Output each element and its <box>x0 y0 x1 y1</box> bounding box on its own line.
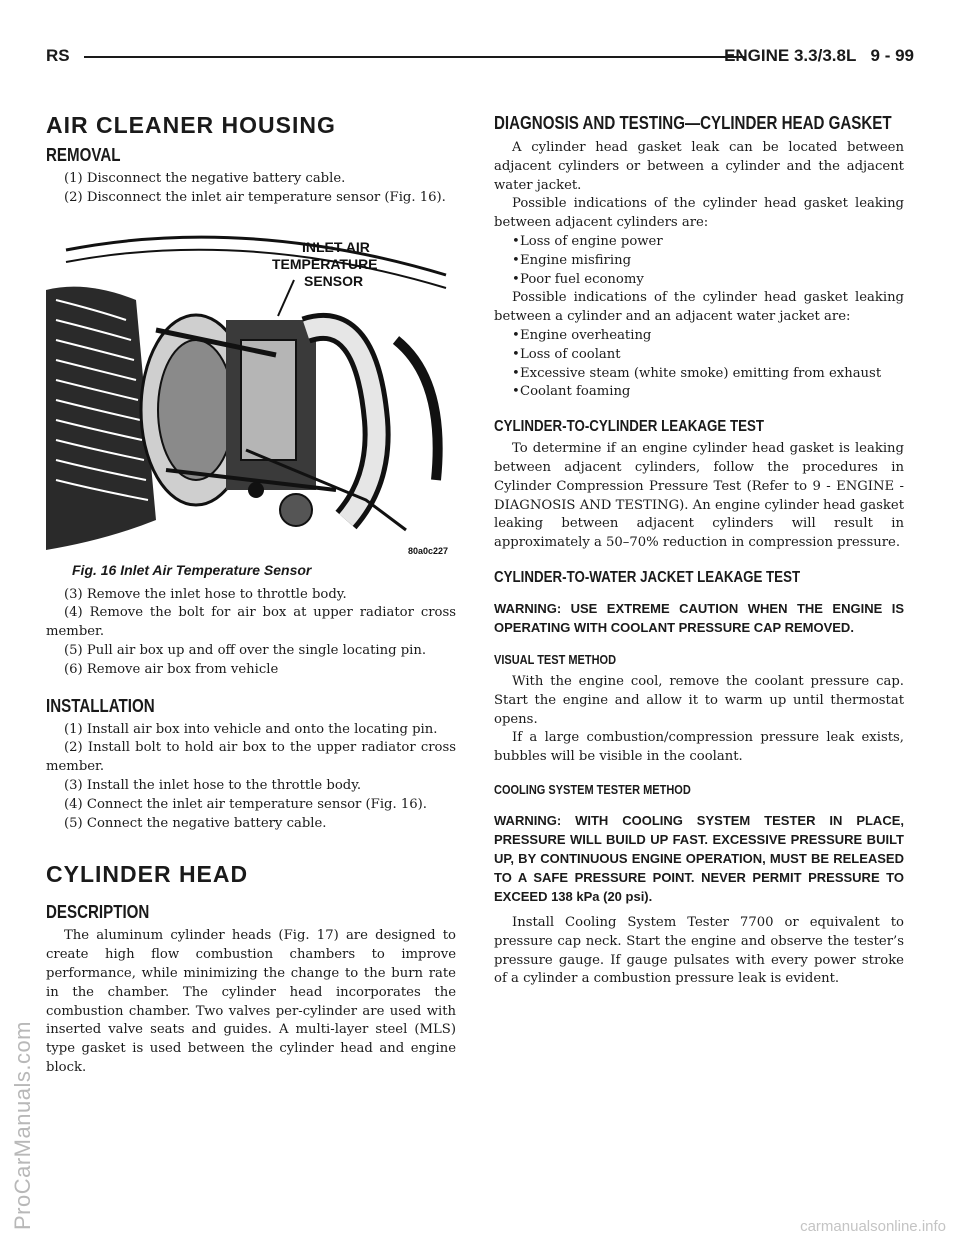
removal-step-4: (4) Remove the bolt for air box at upper radiator cross member. <box>46 605 456 640</box>
adjacent-bullet-3: •Poor fuel economy <box>512 271 644 287</box>
figure-label-line3: SENSOR <box>304 272 364 289</box>
water-bullet-3: •Excessive steam (white smoke) emitting from exhaust <box>512 365 882 381</box>
diagnosis-title: DIAGNOSIS AND TESTING—CYLINDER HEAD GASKET <box>494 113 892 133</box>
right-column <box>494 112 904 989</box>
visual-text-2: If a large combustion/compression pressure leak exists, bubbles will be visible in the coolant. <box>494 730 904 765</box>
side-watermark: ProCarManuals.com <box>10 1020 35 1230</box>
header-section-code: RS <box>46 46 70 65</box>
removal-step-6: (6) Remove air box from vehicle <box>64 661 279 677</box>
cylinder-head-title: CYLINDER HEAD <box>46 861 249 888</box>
installation-step-1: (1) Install air box into vehicle and onto the locating pin. <box>64 721 438 737</box>
water-intro: Possible indications of the cylinder head gasket leaking between a cylinder and an adjacent water jacket are: <box>494 290 904 325</box>
description-title: DESCRIPTION <box>46 902 150 923</box>
bottom-watermark: carmanualsonline.info <box>800 1218 946 1235</box>
warning-pressure: WARNING: WITH COOLING SYSTEM TESTER IN PLACE, PRESSURE WILL BUILD UP FAST. EXCESSIVE PRESSURE BUILT UP, BY CONTINUOUS ENGINE OPERATION, MUST BE RELEASED TO A SAFE PRESSURE POINT. NEVER PERMIT PRESSURE TO EXCEED 138 kPa (20 psi). <box>494 812 904 904</box>
cooling-method-title: COOLING SYSTEM TESTER METHOD <box>494 782 691 797</box>
diagnosis-intro: A cylinder head gasket leak can be located between adjacent cylinders or between a cylinder and the adjacent water jacket. <box>494 140 904 193</box>
left-column <box>46 112 456 1078</box>
header-engine: ENGINE 3.3/3.8L <box>724 46 857 65</box>
removal-step-2: (2) Disconnect the inlet air temperature sensor (Fig. 16). <box>64 189 446 205</box>
adjacent-bullet-1: •Loss of engine power <box>512 233 663 249</box>
cooling-text: Install Cooling System Tester 7700 or equivalent to pressure cap neck. Start the engine and observe the tester’s pressure gauge. If gauge pulsates with every power stroke of a cylinder a combustion pressure leak is evident. <box>494 914 904 987</box>
installation-step-4: (4) Connect the inlet air temperature sensor (Fig. 16). <box>64 796 427 812</box>
figure-code: 80a0c227 <box>408 545 449 556</box>
c2c-title: CYLINDER-TO-CYLINDER LEAKAGE TEST <box>494 418 765 436</box>
figure-label-line2: TEMPERATURE <box>272 255 378 272</box>
removal-step-3: (3) Remove the inlet hose to throttle body. <box>64 586 347 602</box>
water-bullet-1: •Engine overheating <box>512 327 652 343</box>
figure-inlet-air-sensor <box>46 220 456 560</box>
visual-text-1: With the engine cool, remove the coolant pressure cap. Start the engine and allow it to warm up until thermostat opens. <box>494 673 904 727</box>
header-page-number: 9 - 99 <box>870 46 914 65</box>
removal-step-1: (1) Disconnect the negative battery cable. <box>64 171 346 186</box>
header-rule <box>84 56 746 58</box>
header-title <box>724 46 914 66</box>
installation-step-5: (5) Connect the negative battery cable. <box>64 815 327 831</box>
air-cleaner-title: AIR CLEANER HOUSING <box>46 112 336 138</box>
installation-step-2: (2) Install bolt to hold air box to the upper radiator cross member. <box>46 740 456 775</box>
c2c-text: To determine if an engine cylinder head gasket is leaking between adjacent cylinders, follow the procedures in Cylinder Compression Pressure Test (Refer to 9 - ENGINE - DIAGNOSIS AND TESTING). An engine cylinder head gasket leaking between adjacent cylinders will result in approximately a 50–70% reduction in compression pressure. <box>494 441 904 551</box>
removal-step-5: (5) Pull air box up and off over the single locating pin. <box>64 642 427 658</box>
figure-caption: Fig. 16 Inlet Air Temperature Sensor <box>72 561 312 578</box>
adjacent-intro: Possible indications of the cylinder head gasket leaking between adjacent cylinders are: <box>494 196 904 231</box>
description-text: The aluminum cylinder heads (Fig. 17) are designed to create high flow combustion chambers to improve performance, while minimizing the change to the burn rate in the chamber. The cylinder head incorporates the combustion chamber. Two valves per-cylinder are used with inserted valve seats and guides. A multi-layer steel (MLS) type gasket is used between the cylinder head and engine block. <box>46 928 456 1075</box>
figure-label-line1: INLET AIR <box>302 238 370 255</box>
visual-method-title: VISUAL TEST METHOD <box>494 652 617 667</box>
adjacent-bullet-2: •Engine misfiring <box>512 252 632 268</box>
water-bullet-2: •Loss of coolant <box>512 346 621 362</box>
c2w-title: CYLINDER-TO-WATER JACKET LEAKAGE TEST <box>494 568 801 586</box>
water-bullet-4: •Coolant foaming <box>512 384 631 400</box>
engine-sensor-illustration <box>46 220 456 560</box>
page-header <box>46 44 914 70</box>
installation-title: INSTALLATION <box>46 695 155 716</box>
warning-coolant-cap: WARNING: USE EXTREME CAUTION WHEN THE ENGINE IS OPERATING WITH COOLANT PRESSURE CAP REMOVED. <box>494 600 904 635</box>
installation-step-3: (3) Install the inlet hose to the throttle body. <box>64 777 362 793</box>
removal-title: REMOVAL <box>46 145 121 165</box>
